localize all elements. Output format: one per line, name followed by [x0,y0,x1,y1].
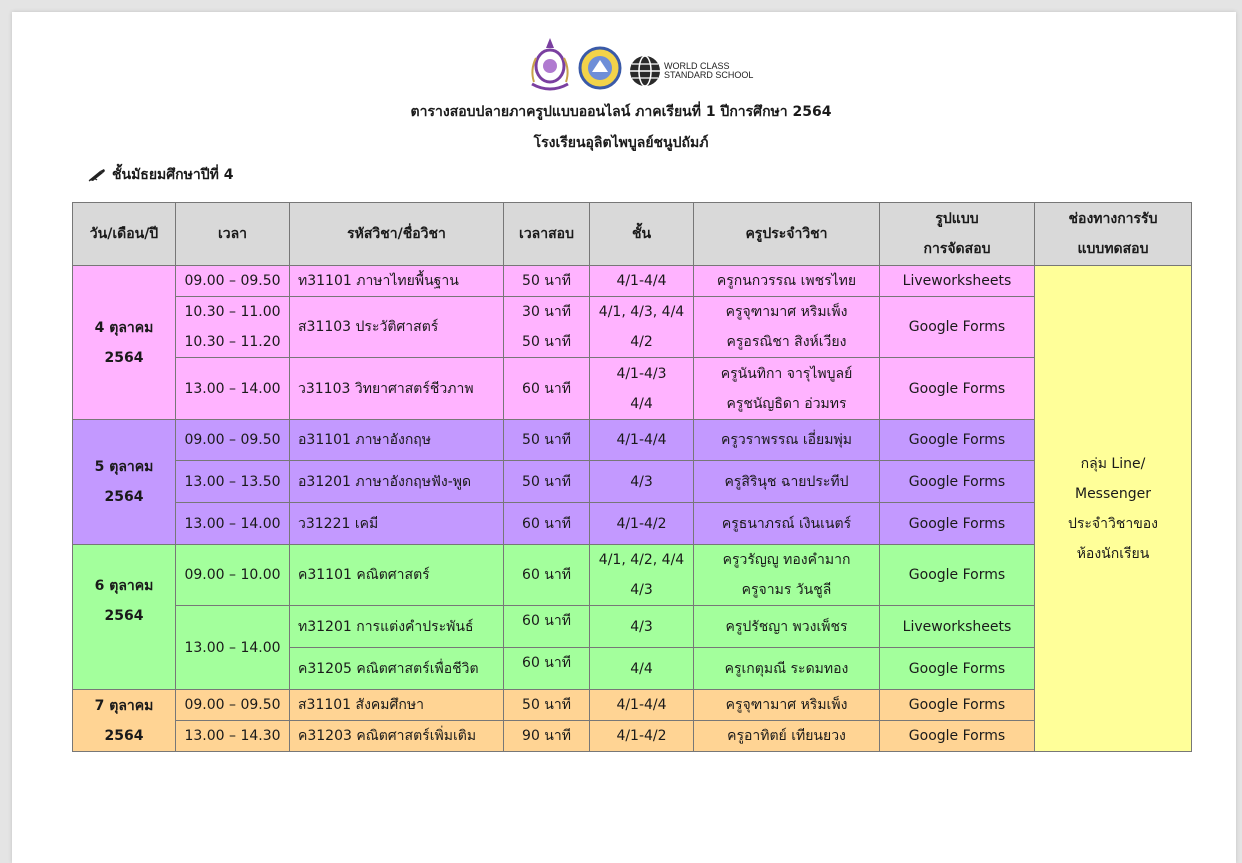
format-cell: Liveworksheets [880,266,1035,297]
duration-cell: 50 นาที [504,266,590,297]
format-cell: Google Forms [880,461,1035,503]
world-class-logo [628,54,753,88]
format-cell: Google Forms [880,690,1035,721]
table-row [73,545,1192,606]
page-title: ตารางสอบปลายภาครูปแบบออนไลน์ ภาคเรียนที่ 1 ปีการศึกษา 2564 [410,104,832,120]
subject-cell: ค31203 คณิตศาสตร์เพิ่มเติม [290,721,504,752]
class-cell: 4/1-4/4 [590,266,694,297]
col-class: ชั้น [590,203,694,266]
format-cell: Google Forms [880,721,1035,752]
subject-cell: อ31201 ภาษาอังกฤษฟัง-พูด [290,461,504,503]
col-subject: รหัสวิชา/ชื่อวิชา [290,203,504,266]
class-cell: 4/1-4/4 [590,690,694,721]
teacher-cell: ครูธนาภรณ์ เงินเนตร์ [694,503,880,545]
subject-cell: อ31101 ภาษาอังกฤษ [290,420,504,461]
grade-label: ชั้นมัธยมศึกษาปีที่ 4 [112,167,234,183]
col-time: เวลา [176,203,290,266]
duration-cell: 60 นาที [504,648,590,690]
subject-cell: ค31101 คณิตศาสตร์ [290,545,504,606]
table-row [73,606,1192,648]
class-cell: 4/1-4/2 [590,721,694,752]
table-row [73,721,1192,752]
pen-hand-icon [88,168,106,182]
col-date: วัน/เดือน/ปี [73,203,176,266]
logo-text-line1: WORLD CLASS [664,61,730,71]
subject-cell: ว31103 วิทยาศาสตร์ชีวภาพ [290,358,504,420]
school-name: โรงเรียนอุลิตไพบูลย์ชนูปถัมภ์ [533,135,709,151]
subject-cell: ว31221 เคมี [290,503,504,545]
class-cell: 4/4 [590,648,694,690]
duration-cell: 60 นาที [504,358,590,420]
subject-cell: ส31103 ประวัติศาสตร์ [290,297,504,358]
class-cell: 4/1-4/4 [590,420,694,461]
time-cell: 09.00 – 09.50 [176,690,290,721]
time-cell: 13.00 – 14.00 [176,358,290,420]
class-cell: 4/1, 4/3, 4/4 4/2 [590,297,694,358]
format-cell: Liveworksheets [880,606,1035,648]
table-header-row [73,203,1192,266]
class-cell: 4/1, 4/2, 4/4 4/3 [590,545,694,606]
teacher-cell: ครูเกตุมณี ระดมทอง [694,648,880,690]
table-row [73,358,1192,420]
logo-group [528,34,753,94]
exam-schedule-table [72,202,1192,752]
teacher-cell: ครูอาทิตย์ เทียนยวง [694,721,880,752]
time-cell: 09.00 – 09.50 [176,266,290,297]
teacher-cell: ครูจุฑามาศ หริมเพ็ง [694,690,880,721]
time-cell: 10.30 – 11.00 10.30 – 11.20 [176,297,290,358]
class-cell: 4/3 [590,461,694,503]
col-duration: เวลาสอบ [504,203,590,266]
duration-cell: 50 นาที [504,420,590,461]
teacher-cell: ครูกนกวรรณ เพชรไทย [694,266,880,297]
time-cell: 13.00 – 14.00 [176,503,290,545]
teacher-cell: ครูนันทิกา จารุไพบูลย์ ครูชนัญธิดา อ่วมทร [694,358,880,420]
time-cell: 09.00 – 09.50 [176,420,290,461]
format-cell: Google Forms [880,420,1035,461]
time-cell: 13.00 – 13.50 [176,461,290,503]
teacher-cell: ครูจุฑามาศ หริมเพ็ง ครูอรณิชา สิงห์เวียง [694,297,880,358]
format-cell: Google Forms [880,358,1035,420]
time-cell: 13.00 – 14.30 [176,721,290,752]
date-cell: 6 ตุลาคม 2564 [73,545,176,690]
duration-cell: 60 นาที [504,606,590,648]
date-cell: 4 ตุลาคม 2564 [73,266,176,420]
col-format: รูปแบบ การจัดสอบ [880,203,1035,266]
format-cell: Google Forms [880,648,1035,690]
school-seal-icon [578,46,622,90]
table-row [73,461,1192,503]
duration-cell: 30 นาที 50 นาที [504,297,590,358]
date-cell: 5 ตุลาคม 2564 [73,420,176,545]
teacher-cell: ครูปรัชญา พวงเพ็ชร [694,606,880,648]
class-cell: 4/1-4/3 4/4 [590,358,694,420]
duration-cell: 60 นาที [504,503,590,545]
class-cell: 4/1-4/2 [590,503,694,545]
teacher-cell: ครูวรัญญู ทองคำมาก ครูจามร วันชูลี [694,545,880,606]
duration-cell: 50 นาที [504,461,590,503]
time-cell: 13.00 – 14.00 [176,606,290,690]
school-emblem-icon [528,36,572,94]
duration-cell: 60 นาที [504,545,590,606]
format-cell: Google Forms [880,545,1035,606]
table-row [73,503,1192,545]
grade-heading [88,164,233,186]
table-row [73,297,1192,358]
teacher-cell: ครูวราพรรณ เอี่ยมพุ่ม [694,420,880,461]
format-cell: Google Forms [880,503,1035,545]
duration-cell: 50 นาที [504,690,590,721]
subject-cell: ส31101 สังคมศึกษา [290,690,504,721]
world-class-globe-icon [628,54,662,88]
table-row [73,690,1192,721]
table-row [73,420,1192,461]
subject-cell: ค31205 คณิตศาสตร์เพื่อชีวิต [290,648,504,690]
duration-cell: 90 นาที [504,721,590,752]
time-cell: 09.00 – 10.00 [176,545,290,606]
channel-cell: กลุ่ม Line/ Messenger ประจำวิชาของ ห้องนักเรียน [1035,266,1192,752]
col-channel: ช่องทางการรับ แบบทดสอบ [1035,203,1192,266]
subject-cell: ท31201 การแต่งคำประพันธ์ [290,606,504,648]
logo-text-line2: STANDARD SCHOOL [664,70,754,80]
date-cell: 7 ตุลาคม 2564 [73,690,176,752]
subject-cell: ท31101 ภาษาไทยพื้นฐาน [290,266,504,297]
class-cell: 4/3 [590,606,694,648]
teacher-cell: ครูสิรินุช ฉายประทีป [694,461,880,503]
table-row [73,266,1192,297]
col-teacher: ครูประจำวิชา [694,203,880,266]
format-cell: Google Forms [880,297,1035,358]
